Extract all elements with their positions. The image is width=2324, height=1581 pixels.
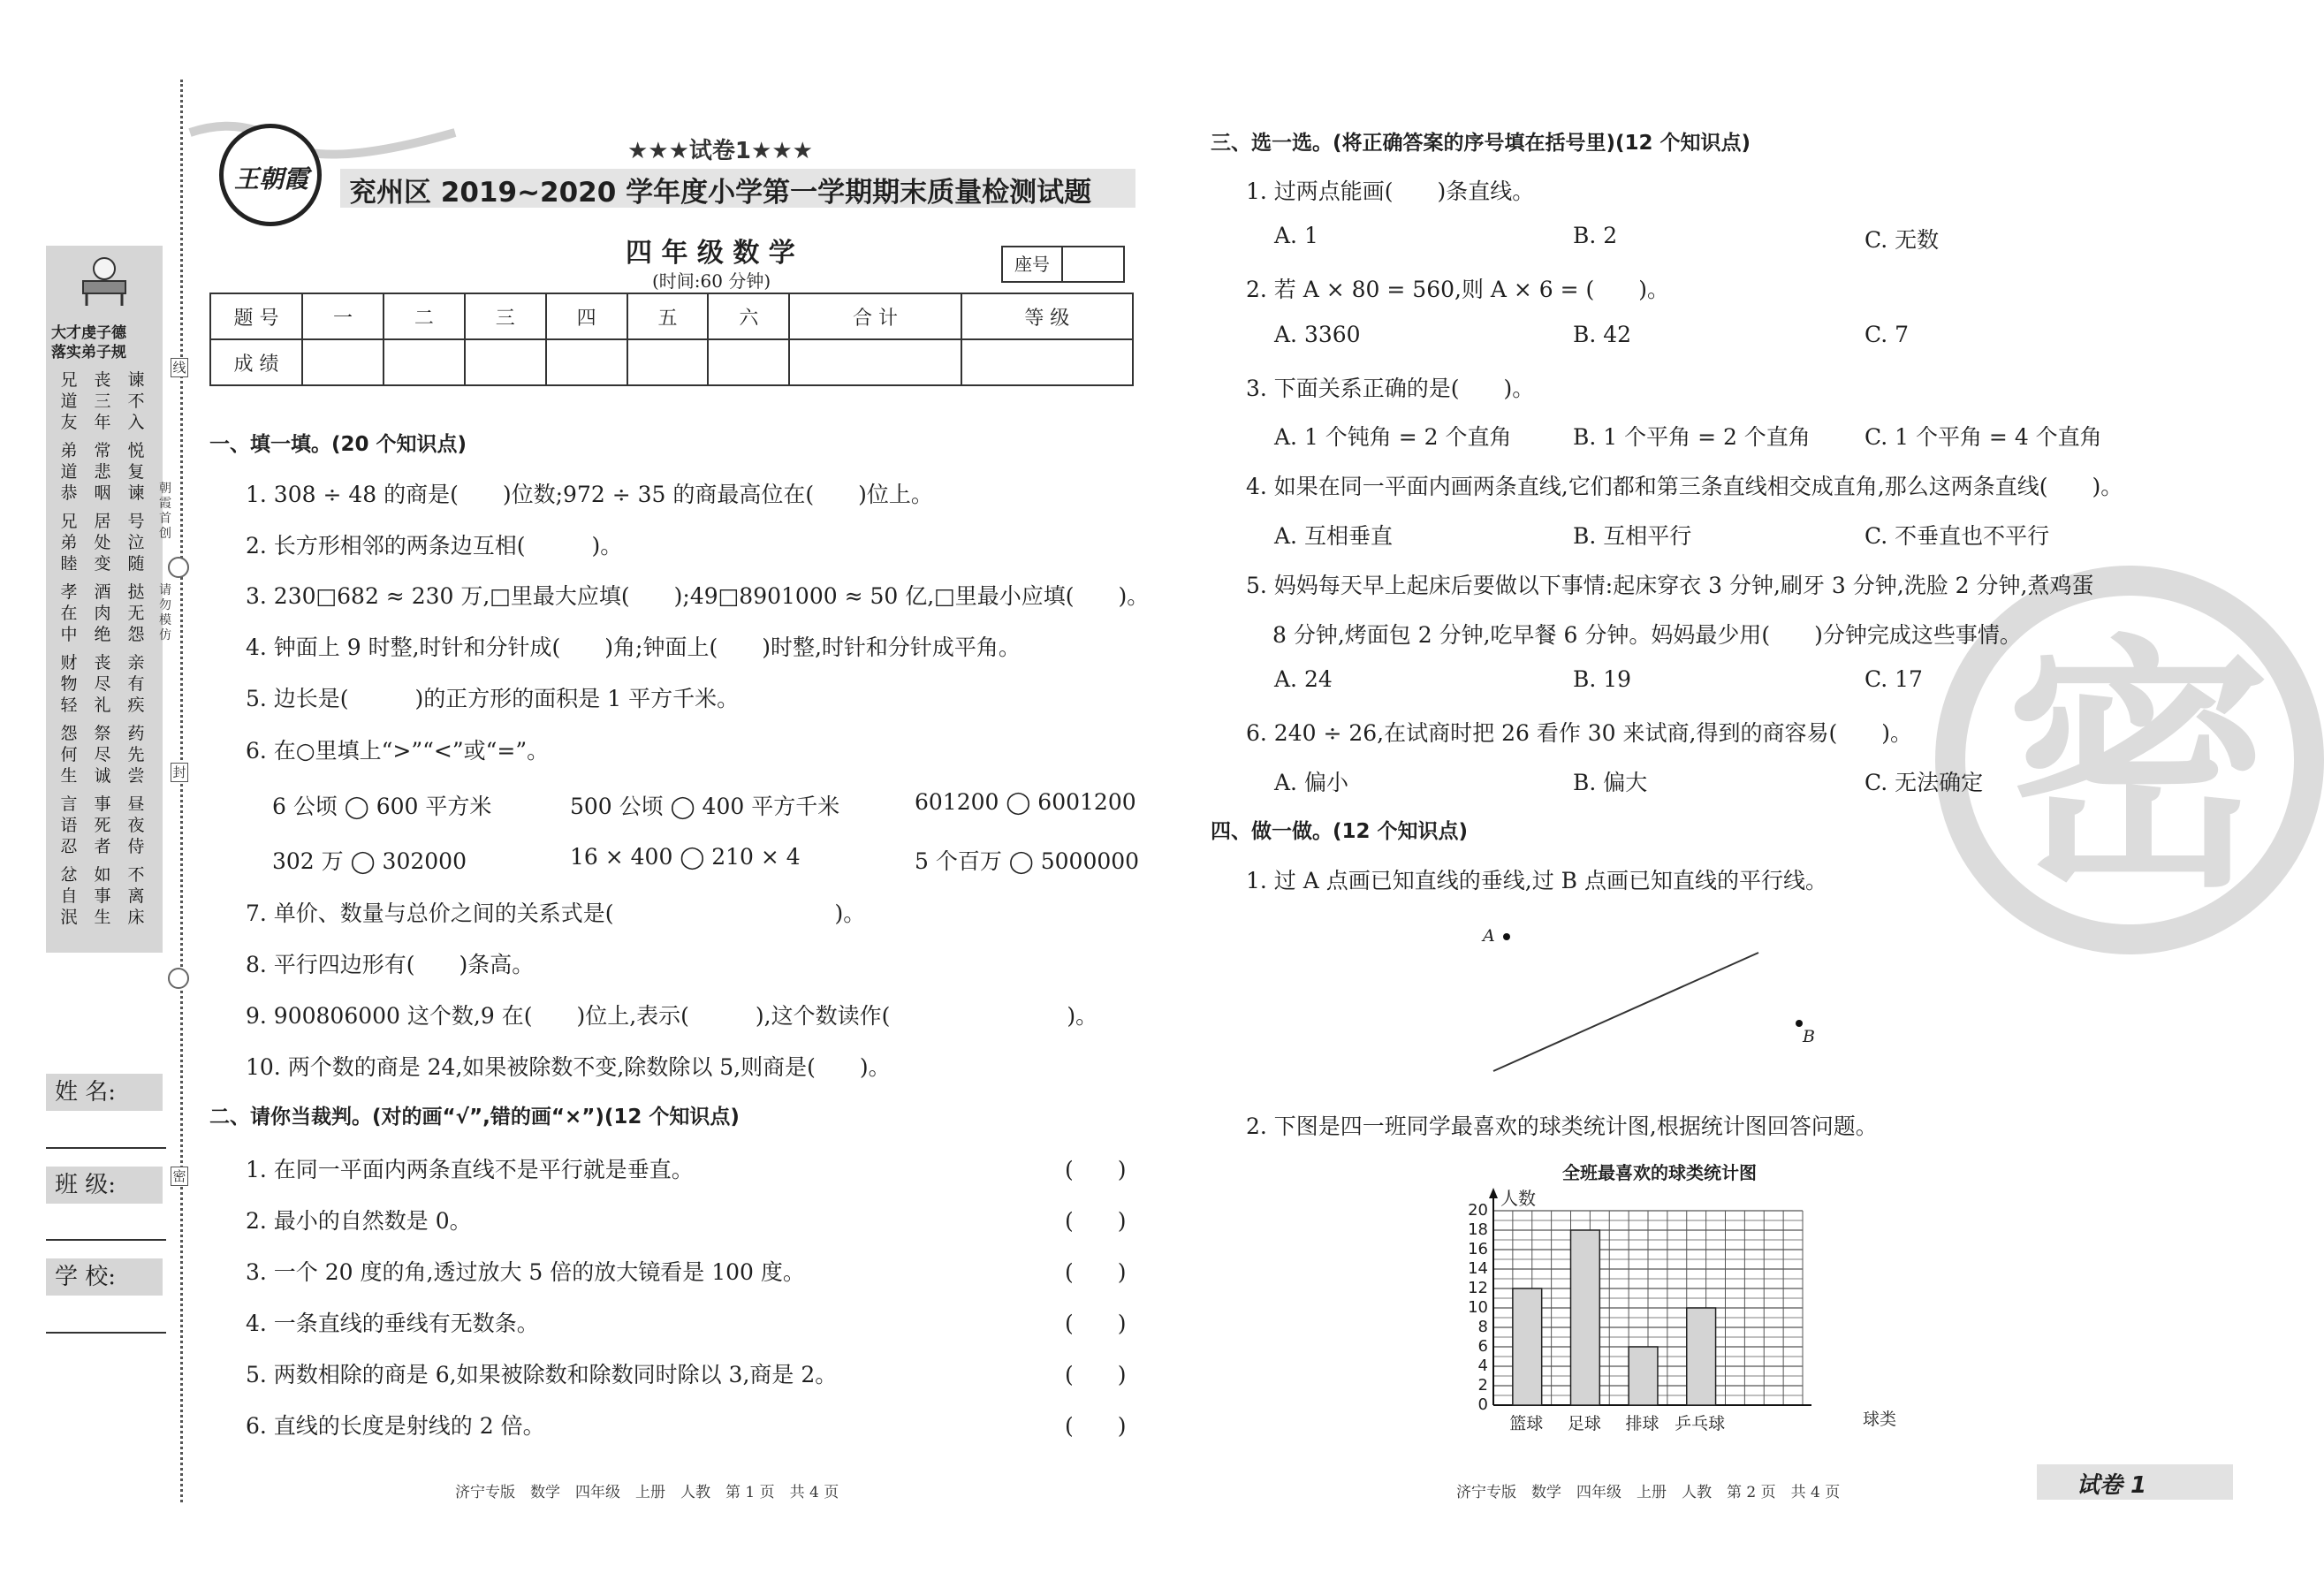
chart-bar — [1571, 1230, 1600, 1405]
point-b-label: B — [1803, 1027, 1815, 1046]
motto-column: 怨何生 — [60, 724, 78, 786]
s1-question-7: 7. 单价、数量与总价之间的关系式是( )。 — [246, 901, 866, 926]
s3-q2-option-b: B. 42 — [1573, 322, 1632, 347]
class-field-line[interactable] — [46, 1239, 166, 1241]
s3-q5-option-c: C. 17 — [1865, 666, 1923, 692]
s3-question-5: 5. 妈妈每天早上起床后要做以下事情:起床穿衣 3 分钟,刷牙 3 分钟,洗脸 2 分钟,煮鸡蛋 — [1246, 573, 2094, 598]
y-tick-label: 14 — [1468, 1259, 1488, 1278]
motto-column: 谏不入 — [127, 370, 145, 432]
score-header-cell: 三 — [465, 293, 546, 339]
s3-q3-option-c: C. 1 个平角 = 4 个直角 — [1865, 424, 2102, 450]
point-a-label: A — [1483, 926, 1495, 946]
s3-question-3: 3. 下面关系正确的是( )。 — [1246, 376, 1535, 401]
watermark-seal-char: 密 — [2006, 614, 2271, 923]
chart-bar — [1687, 1308, 1716, 1405]
motto-column: 不离床 — [127, 865, 145, 927]
s1-question-5: 5. 边长是( )的正方形的面积是 1 平方千米。 — [246, 686, 740, 711]
footer-right: 济宁专版 数学 四年级 上册 人教 第 2 页 共 4 页 — [1456, 1484, 1841, 1501]
given-line — [1493, 953, 1758, 1071]
s1-question-2: 2. 长方形相邻的两条边互相( )。 — [246, 533, 623, 559]
exam-time: (时间:60 分钟) — [652, 270, 771, 292]
s3-q4-option-a: A. 互相垂直 — [1274, 523, 1393, 549]
s2-item-3: 3. 一个 20 度的角,透过放大 5 倍的放大镜看是 100 度。 — [246, 1259, 805, 1285]
s3-q6-option-b: B. 偏大 — [1573, 770, 1648, 795]
s1-question-3: 3. 230□682 ≈ 230 万,□里最大应填( );49□8901000 ≈ 50 亿,□里最小应填( )。 — [246, 583, 1150, 609]
s1-compare-1: 6 公顷 ◯ 600 平方米 — [272, 794, 492, 819]
score-header-cell: 二 — [384, 293, 465, 339]
chart-bar — [1629, 1347, 1658, 1405]
paper-badge: ★★★试卷1★★★ — [627, 138, 813, 164]
s4-question-2: 2. 下图是四一班同学最喜欢的球类统计图,根据统计图回答问题。 — [1246, 1114, 1878, 1139]
seat-box — [1001, 246, 1125, 283]
score-header-cell: 题 号 — [210, 293, 302, 339]
footer-left: 济宁专版 数学 四年级 上册 人教 第 1 页 共 4 页 — [455, 1484, 839, 1501]
s1-compare-6: 5 个百万 ◯ 5000000 — [915, 848, 1140, 874]
score-cell[interactable] — [546, 339, 627, 385]
x-category-label: 排球 — [1625, 1414, 1659, 1433]
score-cell[interactable] — [789, 339, 961, 385]
s2-item-6: 6. 直线的长度是射线的 2 倍。 — [246, 1413, 545, 1439]
point-b-dot — [1796, 1020, 1803, 1027]
score-header-cell: 六 — [708, 293, 789, 339]
y-tick-label: 20 — [1468, 1201, 1488, 1220]
s2-item-5: 5. 两数相除的商是 6,如果被除数和除数同时除以 3,商是 2。 — [246, 1362, 838, 1387]
motto-column: 弟道恭 — [60, 441, 78, 503]
s4-question-1: 1. 过 A 点画已知直线的垂线,过 B 点画已知直线的平行线。 — [1246, 868, 1827, 893]
side-note-original: 朝霞首创 — [159, 482, 171, 541]
binding-dotted-line — [180, 80, 183, 1502]
s2-item-2: 2. 最小的自然数是 0。 — [246, 1208, 472, 1234]
motto-column: 财物轻 — [60, 653, 78, 715]
motto-column: 挞无怨 — [127, 582, 145, 644]
s1-question-4: 4. 钟面上 9 时整,时针和分针成( )角;钟面上( )时整,时针和分针成平角。 — [246, 635, 1021, 660]
ring-icon — [168, 968, 189, 989]
y-tick-label: 4 — [1477, 1357, 1488, 1375]
score-header-cell: 等 级 — [961, 293, 1133, 339]
motto-column: 言语忍 — [60, 794, 78, 856]
y-tick-label: 18 — [1468, 1220, 1488, 1239]
s3-question-1: 1. 过两点能画( )条直线。 — [1246, 179, 1535, 204]
y-tick-label: 12 — [1468, 1279, 1488, 1297]
y-axis-arrow-icon — [1489, 1188, 1498, 1198]
seal-note-xian: 线 — [171, 358, 188, 377]
motto-column: 居处变 — [94, 512, 111, 574]
motto-column: 孝在中 — [60, 582, 78, 644]
motto-column: 兄道友 — [60, 370, 78, 432]
y-tick-label: 16 — [1468, 1240, 1488, 1258]
s1-question-1: 1. 308 ÷ 48 的商是( )位数;972 ÷ 35 的商最高位在( )位上。 — [246, 482, 933, 507]
score-header-cell: 五 — [627, 293, 709, 339]
score-cell[interactable] — [384, 339, 465, 385]
s2-answer-paren[interactable]: ( ) — [1065, 1157, 1127, 1182]
s2-answer-paren[interactable]: ( ) — [1065, 1413, 1127, 1439]
motto-column: 亲有疾 — [127, 653, 145, 715]
s3-q3-option-a: A. 1 个钝角 = 2 个直角 — [1274, 424, 1512, 450]
score-row-label: 成 绩 — [210, 339, 302, 385]
s1-question-9: 9. 900806000 这个数,9 在( )位上,表示( ),这个数读作( )。 — [246, 1003, 1098, 1029]
motto-panel — [46, 246, 163, 953]
s1-compare-4: 302 万 ◯ 302000 — [272, 848, 467, 874]
s2-answer-paren[interactable]: ( ) — [1065, 1259, 1127, 1285]
geometry-figure — [1467, 910, 1838, 1087]
motto-title-2: 落实弟子规 — [51, 344, 126, 361]
school-label: 学 校: — [46, 1258, 163, 1296]
s3-q5-option-b: B. 19 — [1573, 666, 1632, 692]
motto-column: 兄弟睦 — [60, 512, 78, 574]
chart-y-label: 人数 — [1500, 1188, 1536, 1209]
chart-x-label: 球类 — [1863, 1410, 1897, 1429]
school-field-line[interactable] — [46, 1332, 166, 1334]
s3-question-5-line2: 8 分钟,烤面包 2 分钟,吃早餐 6 分钟。妈妈最少用( )分钟完成这些事情。 — [1272, 622, 2022, 648]
s1-question-8: 8. 平行四边形有( )条高。 — [246, 952, 535, 977]
motto-column: 号泣随 — [127, 512, 145, 574]
x-category-label: 篮球 — [1509, 1414, 1544, 1433]
seal-note-mi: 密 — [171, 1167, 188, 1186]
y-tick-label: 2 — [1477, 1376, 1488, 1395]
seal-note-feng: 封 — [171, 763, 188, 782]
s3-q1-option-c: C. 无数 — [1865, 227, 1940, 253]
s3-q6-option-a: A. 偏小 — [1274, 770, 1348, 795]
ring-icon — [168, 557, 189, 578]
motto-column: 酒肉绝 — [94, 582, 111, 644]
s3-question-4: 4. 如果在同一平面内画两条直线,它们都和第三条直线相交成直角,那么这两条直线( )。 — [1246, 474, 2123, 499]
score-header-cell: 合 计 — [789, 293, 961, 339]
s2-item-4: 4. 一条直线的垂线有无数条。 — [246, 1311, 539, 1336]
motto-column: 祭尽诚 — [94, 724, 111, 786]
s3-q3-option-b: B. 1 个平角 = 2 个直角 — [1573, 424, 1811, 450]
score-table — [209, 293, 1134, 386]
s1-compare-5: 16 × 400 ◯ 210 × 4 — [570, 844, 801, 870]
seat-label: 座号 — [1003, 247, 1063, 281]
s1-question-10: 10. 两个数的商是 24,如果被除数不变,除数除以 5,则商是( )。 — [246, 1054, 891, 1080]
s1-compare-2: 500 公顷 ◯ 400 平方千米 — [570, 794, 840, 819]
score-header-cell: 四 — [546, 293, 627, 339]
x-category-label: 足球 — [1567, 1414, 1601, 1433]
score-cell[interactable] — [961, 339, 1133, 385]
s2-answer-paren[interactable]: ( ) — [1065, 1311, 1127, 1336]
x-category-label: 乒乓球 — [1675, 1414, 1726, 1433]
corner-badge-text: 试卷 1 — [2077, 1472, 2147, 1499]
section3-heading: 三、选一选。(将正确答案的序号填在括号里)(12 个知识点) — [1211, 132, 1751, 155]
score-value-row — [210, 339, 1133, 385]
section2-heading: 二、请你当裁判。(对的画“√”,错的画“×”)(12 个知识点) — [209, 1106, 740, 1129]
name-label: 姓 名: — [46, 1074, 163, 1111]
section1-heading: 一、填一填。(20 个知识点) — [209, 433, 467, 456]
motto-column: 忿自泯 — [60, 865, 78, 927]
chart-bar — [1513, 1288, 1542, 1405]
s3-q5-option-a: A. 24 — [1274, 666, 1333, 692]
logo-seal — [219, 124, 322, 226]
motto-column: 丧三年 — [94, 370, 111, 432]
y-tick-label: 10 — [1468, 1298, 1488, 1317]
chart-title: 全班最喜欢的球类统计图 — [1562, 1162, 1757, 1183]
s3-question-6: 6. 240 ÷ 26,在试商时把 26 看作 30 来试商,得到的商容易( )。 — [1246, 720, 1912, 746]
motto-title-1: 大才虔子德 — [51, 324, 126, 342]
motto-column: 昼夜侍 — [127, 794, 145, 856]
score-cell[interactable] — [627, 339, 709, 385]
motto-column: 如事生 — [94, 865, 111, 927]
s3-q4-option-b: B. 互相平行 — [1573, 523, 1692, 549]
motto-column: 事死者 — [94, 794, 111, 856]
score-header-cell: 一 — [302, 293, 384, 339]
cartoon-figure-icon — [76, 255, 133, 308]
y-tick-label: 6 — [1477, 1337, 1488, 1356]
s3-question-2: 2. 若 A × 80 = 560,则 A × 6 = ( )。 — [1246, 277, 1670, 302]
s2-answer-paren[interactable]: ( ) — [1065, 1208, 1127, 1234]
point-a-dot — [1503, 933, 1510, 940]
motto-column: 悦复谏 — [127, 441, 145, 503]
s3-q2-option-a: A. 3360 — [1274, 322, 1361, 347]
section4-heading: 四、做一做。(12 个知识点) — [1211, 820, 1469, 843]
s2-item-1: 1. 在同一平面内两条直线不是平行就是垂直。 — [246, 1157, 694, 1182]
y-tick-label: 0 — [1477, 1395, 1488, 1414]
s3-q1-option-b: B. 2 — [1573, 223, 1618, 248]
s1-compare-3: 601200 ◯ 6001200 — [915, 789, 1136, 815]
class-label: 班 级: — [46, 1167, 163, 1204]
motto-column: 丧尽礼 — [94, 653, 111, 715]
motto-column: 药先尝 — [127, 724, 145, 786]
s2-answer-paren[interactable]: ( ) — [1065, 1362, 1127, 1387]
score-cell[interactable] — [465, 339, 546, 385]
score-cell[interactable] — [708, 339, 789, 385]
s3-q2-option-c: C. 7 — [1865, 322, 1910, 347]
y-tick-label: 8 — [1477, 1318, 1488, 1336]
side-note-no-copy: 请勿模仿 — [159, 583, 171, 642]
s3-q1-option-a: A. 1 — [1274, 223, 1318, 248]
name-field-line[interactable] — [46, 1147, 166, 1149]
score-cell[interactable] — [302, 339, 384, 385]
subject-title: 四 年 级 数 学 — [626, 238, 795, 269]
motto-column: 常悲咽 — [94, 441, 111, 503]
exam-title: 兖州区 2019~2020 学年度小学第一学期期末质量检测试题 — [349, 177, 1092, 209]
s3-q6-option-c: C. 无法确定 — [1865, 770, 1984, 795]
logo-text: 王朝霞 — [234, 164, 309, 194]
s1-question-6: 6. 在○里填上“>”“<”或“=”。 — [246, 738, 550, 764]
score-header-row — [210, 293, 1133, 339]
s3-q4-option-c: C. 不垂直也不平行 — [1865, 523, 2050, 549]
